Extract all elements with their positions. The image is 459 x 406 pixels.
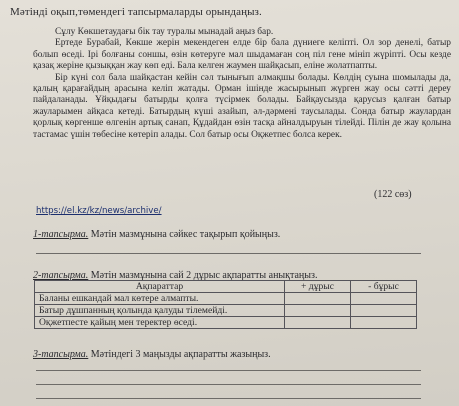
table-header-row (35, 281, 417, 293)
facts-table (34, 280, 417, 329)
header-false: - бұрыс (351, 281, 417, 293)
fact-cell: Батыр дұшпанның қолында қалуды тілемейді. (35, 305, 285, 317)
task-1-answer-line[interactable] (36, 253, 421, 254)
table-row (35, 317, 417, 329)
table-row (35, 293, 417, 305)
passage-paragraph: Ертеде Бурабай, Көкше жерін мекендеген елде бір бала дүниеге келіпті. Ол зор денелі, батыр болып өседі. Ірі болғаны соншы, өзін көтеруге мал шыдамаған соң піл гене мініп жүріпті. Осы кезде қазақ жеріне қызыққан жау көп еді. Бала келген жаумен шайқасып, еліне жолатпапты. (33, 38, 451, 72)
passage-paragraph: Бір күні сол бала шайқастан кейін сәл тынығып алмақшы болады. Көлдің суына шомылады да, қалың қарағайдың арасына келіп жатады. Орман ішінде жасырынып жүрген жау осы сәтті дереу пайдаланады. Ұйқыдағы батырды қолға түсірмек болады. Байқаусызда қарусыз қалған батыр жауларымен айқаса кетеді. Батырдың күші азайып, әл-дәрмені таусылады. Сонда батыр жаулардан қорлық көргенше өлгенін артық санап, Құдайдан өзін тасқа айналдыруын тілейді. Пілін де жау қолына тастамас үшін төбесіне көтеріп алады. Сол батыр осы Оқжетпес болса керек. (33, 72, 451, 140)
fact-cell: Оқжетпесте қайың мен теректер өседі. (35, 317, 285, 329)
header-facts: Ақпараттар (35, 281, 285, 293)
task-3-answer-line[interactable] (36, 384, 421, 385)
false-mark-cell[interactable] (351, 305, 417, 317)
table-row (35, 305, 417, 317)
task-3-answer-line[interactable] (36, 398, 421, 399)
task-3-text: Мәтіндегі 3 маңызды ақпаратты жазыңыз. (88, 349, 271, 360)
fact-cell: Баланы ешкандай мал көтере алмапты. (35, 293, 285, 305)
true-mark-cell[interactable] (285, 293, 351, 305)
task-3-answer-line[interactable] (36, 370, 421, 371)
false-mark-cell[interactable] (351, 293, 417, 305)
reading-passage (33, 27, 451, 141)
true-mark-cell[interactable] (285, 317, 351, 329)
passage-paragraph: Сұлу Көкшетаудағы бік тау туралы мынадай аңыз бар. (55, 27, 274, 37)
task-1-label: 1-тапсырма. (33, 229, 89, 240)
task-1-text: Мәтін мазмұнына сәйкес тақырып қойыңыз. (88, 229, 281, 240)
source-link[interactable]: https://el.kz/kz/news/archive/ (36, 206, 162, 216)
task-1 (33, 229, 280, 240)
instructions-header: Мәтінді оқып,төмендегі тапсырмаларды орындаңыз. (10, 6, 262, 18)
task-2-text: Мәтін мазмұнына сай 2 дұрыс ақпаратты анықтаңыз. (88, 270, 318, 281)
false-mark-cell[interactable] (351, 317, 417, 329)
task-3-label: 3-тапсырма. (33, 349, 89, 360)
header-true: + дұрыс (285, 281, 351, 293)
task-3 (33, 349, 271, 360)
task-2-label: 2-тапсырма. (33, 270, 89, 281)
word-count: (122 сөз) (374, 189, 412, 200)
true-mark-cell[interactable] (285, 305, 351, 317)
